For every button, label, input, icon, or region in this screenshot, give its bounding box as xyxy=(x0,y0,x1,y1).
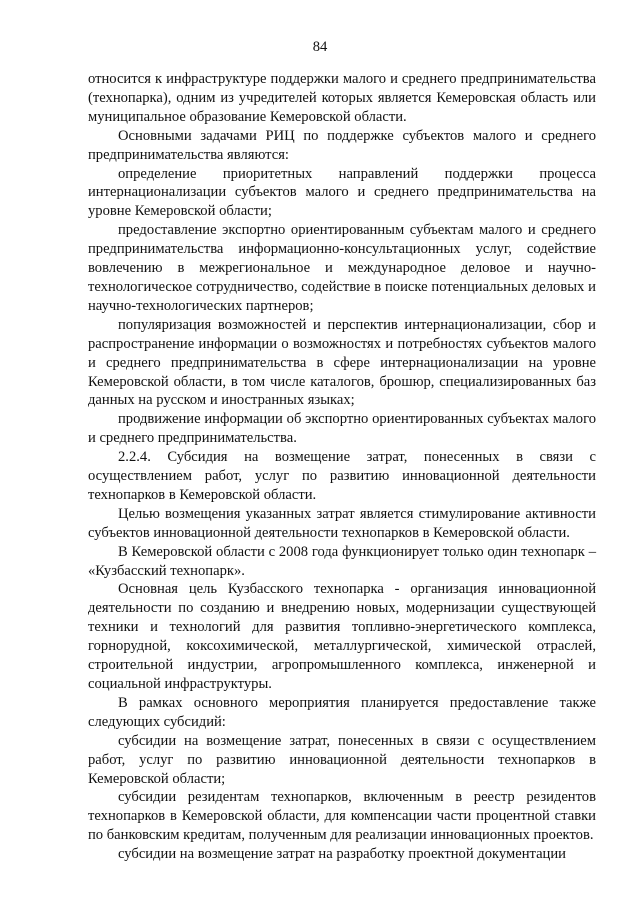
paragraph: 2.2.4. Субсидия на возмещение затрат, понесенных в связи с осуществлением работ, услуг по развитию инновационной деятельности технопарков в Кемеровской области. xyxy=(88,449,596,503)
paragraph: Основными задачами РИЦ по поддержке субъектов малого и среднего предпринимательства являются: xyxy=(88,127,596,163)
paragraph: популяризация возможностей и перспектив интернационализации, сбор и распространение информации о возможностях и потребностях субъектов малого и среднего предпринимательства в сфере интернационализации на уровне Кемеровской области, в том числе каталогов, брошюр, специализированных баз данных на русском и иностранных языках; xyxy=(88,316,596,409)
paragraph: предоставление экспортно ориентированным субъектам малого и среднего предпринимательства информационно-консультационных услуг, содействие вовлечению в межрегиональное и международное деловое и научно-технологическое сотрудничество, содействие в поиске потенциальных деловых и научно-технологических партнеров; xyxy=(88,222,596,314)
page-number: 84 xyxy=(312,39,328,55)
paragraph: субсидии на возмещение затрат на разработку проектной документации xyxy=(118,846,566,863)
paragraph: В Кемеровской области с 2008 года функционирует только один технопарк – «Кузбасский технопарк». xyxy=(88,543,596,579)
paragraph: субсидии резидентам технопарков, включенным в реестр резидентов технопарков в Кемеровской области, для компенсации части процентной ставки по банковским кредитам, полученным для реализации инновационных проектов. xyxy=(88,789,596,844)
paragraph: Основная цель Кузбасского технопарка - организация инновационной деятельности по созданию и внедрению новых, модернизации существующей техники и технологий для развития топливно-энергетического комплекса, горнорудной, коксохимической, металлургической, химической отраслей, строительной индустрии, агропромышленного комплекса, инженерной и социальной инфраструктуры. xyxy=(88,581,596,692)
paragraph: Целью возмещения указанных затрат является стимулирование активности субъектов инновационной деятельности технопарков в Кемеровской области. xyxy=(88,505,596,541)
paragraph: продвижение информации об экспортно ориентированных субъектах малого и среднего предпринимательства. xyxy=(88,411,596,447)
paragraph: определение приоритетных направлений поддержки процесса интернационализации субъектов малого и среднего предпринимательства на уровне Кемеровской области; xyxy=(88,165,596,220)
paragraph: В рамках основного мероприятия планируется предоставление также следующих субсидий: xyxy=(88,694,596,730)
paragraph: субсидии на возмещение затрат, понесенных в связи с осуществлением работ, услуг по развитию инновационной деятельности технопарков в Кемеровской области; xyxy=(88,732,596,787)
document-body xyxy=(88,70,596,864)
paragraph: относится к инфраструктуре поддержки малого и среднего предпринимательства (технопарка), одним из учредителей которых является Кемеровская область или муниципальное образование Кемеровской области. xyxy=(88,71,596,125)
